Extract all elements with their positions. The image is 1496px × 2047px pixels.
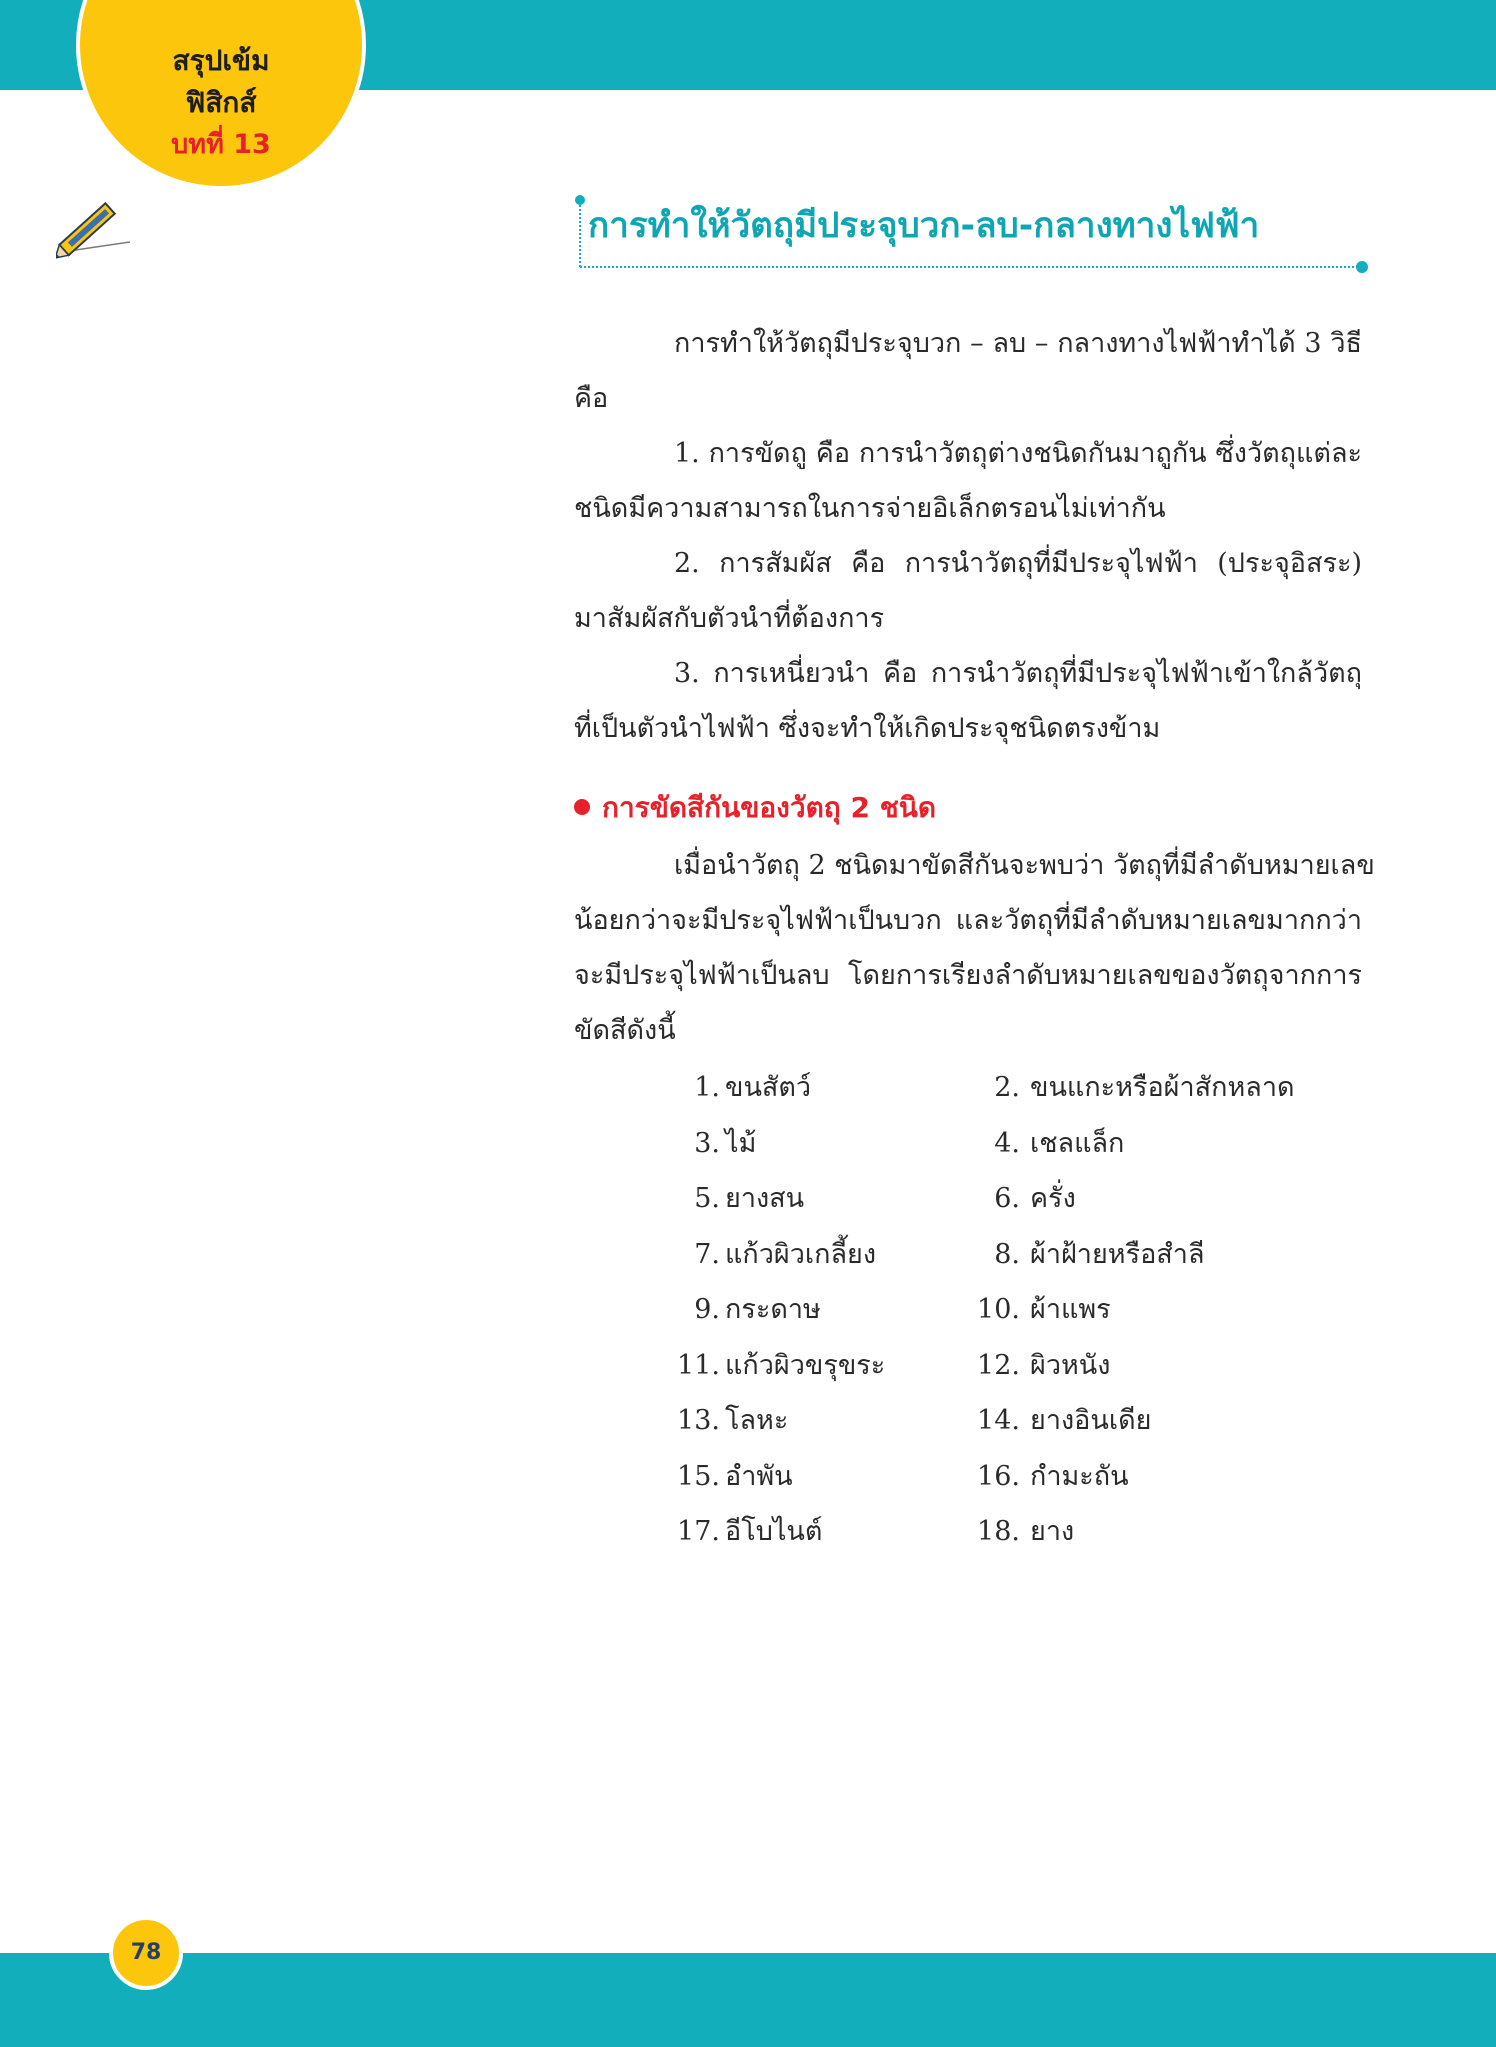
friction-subheading xyxy=(574,786,936,830)
item-number: 14. xyxy=(977,1405,1020,1436)
pencil-icon xyxy=(56,196,136,260)
item-name: ยางอินเดีย xyxy=(1030,1405,1152,1436)
item-number: 11. xyxy=(677,1349,720,1381)
badge-chapter: บทที่ 13 xyxy=(171,129,271,160)
method-1-line: ชนิดมีความสามารถในการจ่ายอิเล็กตรอนไม่เท่ากัน xyxy=(574,493,1166,524)
item-number: 6. xyxy=(994,1183,1020,1214)
item-number: 1. xyxy=(694,1072,720,1103)
text-line: คือ xyxy=(574,383,609,414)
item-number: 3. xyxy=(694,1127,720,1159)
page-number: 78 xyxy=(109,1916,183,1990)
text-line: จะมีประจุไฟฟ้าเป็นลบ โดยการเรียงลำดับหมายเลขของวัตถุจากการ xyxy=(574,960,1362,991)
item-number: 7. xyxy=(694,1238,720,1270)
item-name: ผ้าฝ้ายหรือสำลี xyxy=(1030,1238,1205,1270)
subheading-text: การขัดสีกันของวัตถุ 2 ชนิด xyxy=(602,791,937,824)
badge-book-title: สรุปเข้ม xyxy=(172,44,270,77)
list-row xyxy=(640,1449,1360,1505)
method-3-line: ที่เป็นตัวนำไฟฟ้า ซึ่งจะทำให้เกิดประจุชนิดตรงข้าม xyxy=(574,713,1161,744)
text-line: เมื่อนำวัตถุ 2 ชนิดมาขัดสีกันจะพบว่า วัตถุที่มีลำดับหมายเลข xyxy=(674,850,1375,881)
item-number: 9. xyxy=(694,1294,720,1325)
item-number: 2. xyxy=(994,1072,1020,1103)
item-number: 16. xyxy=(977,1460,1020,1492)
text-line: การทำให้วัตถุมีประจุบวก – ลบ – กลางทางไฟฟ้าทำได้ 3 วิธี xyxy=(674,328,1362,359)
item-name: ยางสน xyxy=(725,1183,805,1214)
list-row xyxy=(640,1227,1360,1283)
item-name: โลหะ xyxy=(725,1405,789,1436)
list-row xyxy=(640,1282,1360,1338)
list-row xyxy=(640,1504,1360,1560)
item-name: ผ้าแพร xyxy=(1030,1294,1111,1325)
item-number: 5. xyxy=(694,1183,720,1214)
item-name: ครั่ง xyxy=(1030,1183,1076,1214)
method-3-line: 3. การเหนี่ยวนำ คือ การนำวัตถุที่มีประจุไฟฟ้าเข้าใกล้วัตถุ xyxy=(674,658,1362,689)
item-name: อำพัน xyxy=(725,1460,793,1492)
method-2-line: มาสัมผัสกับตัวนำที่ต้องการ xyxy=(574,603,885,634)
item-name: อีโบไนต์ xyxy=(725,1516,823,1547)
title-dotted-rule-vertical xyxy=(579,205,581,267)
list-row xyxy=(640,1393,1360,1449)
triboelectric-series-list xyxy=(640,1060,1360,1560)
item-name: ผิวหนัง xyxy=(1030,1349,1111,1381)
item-number: 13. xyxy=(677,1405,720,1436)
item-name: ไม้ xyxy=(725,1127,757,1159)
item-number: 10. xyxy=(977,1294,1020,1325)
item-number: 8. xyxy=(994,1238,1020,1270)
item-name: กระดาษ xyxy=(725,1294,821,1325)
method-1-line: 1. การขัดถู คือ การนำวัตถุต่างชนิดกันมาถูกัน ซึ่งวัตถุแต่ละ xyxy=(674,438,1362,469)
text-line: ขัดสีดังนี้ xyxy=(574,1015,676,1046)
item-name: ขนสัตว์ xyxy=(725,1072,812,1103)
item-number: 12. xyxy=(977,1349,1020,1381)
friction-paragraph xyxy=(574,838,1375,1058)
item-number: 4. xyxy=(994,1127,1020,1159)
list-row xyxy=(640,1060,1360,1116)
badge-subject: ฟิสิกส์ xyxy=(185,86,257,119)
item-name: แก้วผิวขรุขระ xyxy=(725,1349,886,1381)
list-row xyxy=(640,1171,1360,1227)
item-name: เชลแล็ก xyxy=(1030,1127,1125,1159)
bullet-icon xyxy=(574,799,590,815)
chapter-badge-text xyxy=(96,40,346,166)
item-name: กำมะถัน xyxy=(1030,1460,1129,1492)
list-row xyxy=(640,1338,1360,1394)
list-row xyxy=(640,1116,1360,1172)
item-number: 15. xyxy=(677,1460,720,1492)
item-name: แก้วผิวเกลี้ยง xyxy=(725,1238,877,1270)
item-name: ขนแกะหรือผ้าสักหลาด xyxy=(1030,1072,1295,1103)
title-dot-start xyxy=(575,195,585,205)
text-line: น้อยกว่าจะมีประจุไฟฟ้าเป็นบวก และวัตถุที่มีลำดับหมายเลขมากกว่า xyxy=(574,905,1362,936)
bottom-footer-band xyxy=(0,1953,1496,2047)
intro-paragraph xyxy=(574,316,1362,756)
item-number: 17. xyxy=(677,1516,720,1547)
item-number: 18. xyxy=(977,1516,1020,1547)
item-name: ยาง xyxy=(1030,1516,1075,1547)
method-2-line: 2. การสัมผัส คือ การนำวัตถุที่มีประจุไฟฟ้า (ประจุอิสระ) xyxy=(674,548,1362,579)
title-dotted-rule xyxy=(580,266,1362,268)
title-dot-end xyxy=(1356,261,1368,273)
section-title: การทำให้วัตถุมีประจุบวก-ลบ-กลางทางไฟฟ้า xyxy=(588,206,1260,246)
